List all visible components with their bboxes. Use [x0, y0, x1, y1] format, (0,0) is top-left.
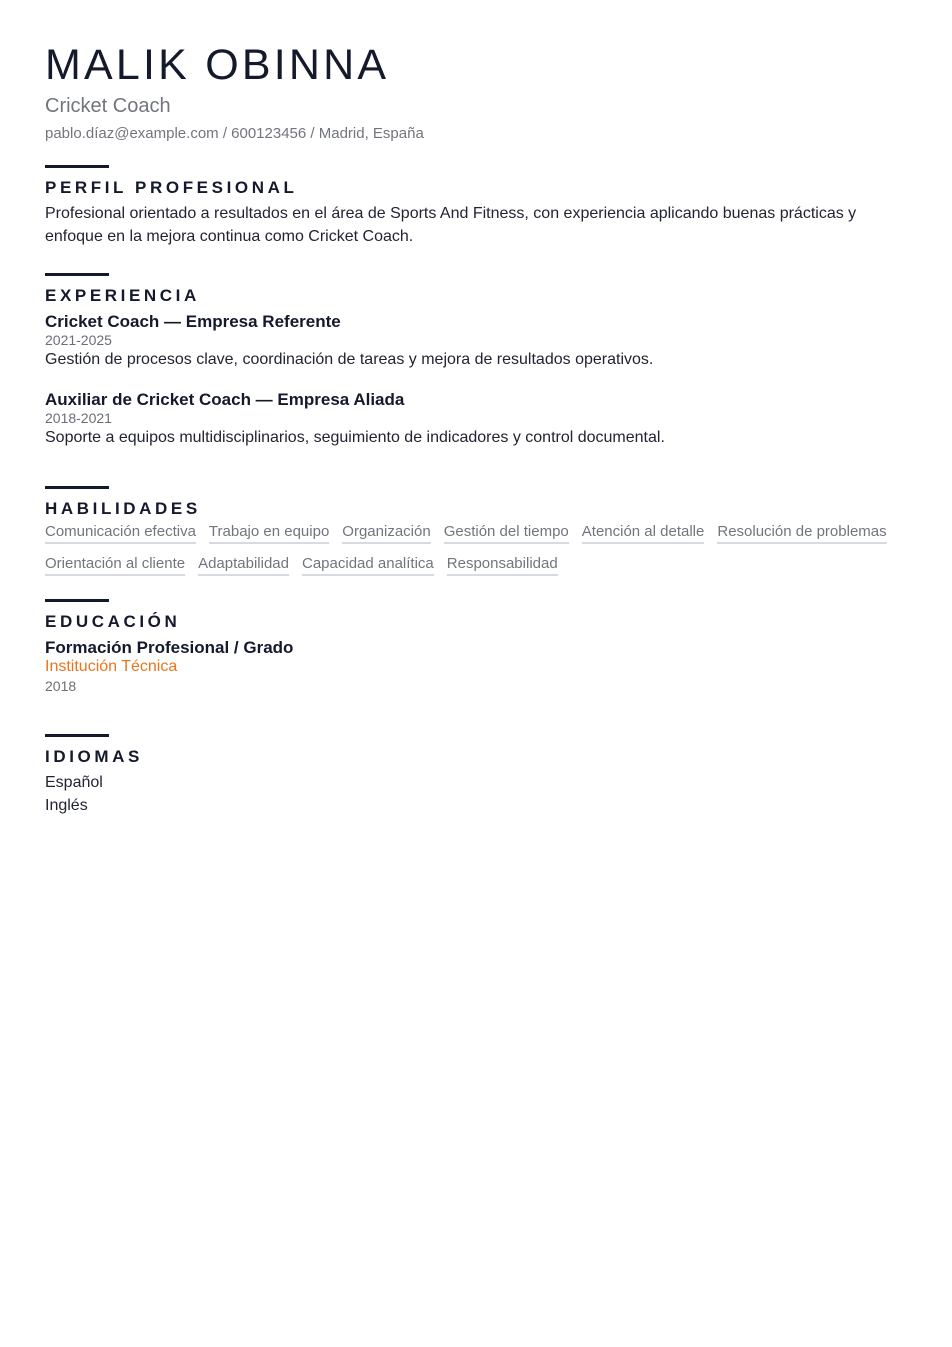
job-title: Cricket Coach — Empresa Referente: [45, 311, 341, 331]
skills-list: [45, 523, 915, 587]
job-entry: [45, 312, 915, 371]
skills-section: [45, 486, 915, 587]
job-title: Auxiliar de Cricket Coach — Empresa Aliada: [45, 389, 405, 409]
skill-tag: Adaptabilidad: [198, 555, 289, 576]
candidate-name: MALIK OBINNA: [45, 41, 390, 89]
education-degree: Formación Profesional / Grado: [45, 637, 294, 657]
candidate-role: Cricket Coach: [45, 95, 171, 117]
job-dates: 2021-2025: [45, 332, 112, 349]
section-divider: [45, 599, 109, 602]
job-description: Gestión de procesos clave, coordinación de tareas y mejora de resultados operativos.: [45, 350, 654, 368]
languages-list: [45, 771, 915, 817]
skill-tag: Resolución de problemas: [717, 523, 886, 544]
education-year: 2018: [45, 677, 77, 694]
skill-tag: Capacidad analítica: [302, 555, 434, 576]
section-divider: [45, 273, 109, 276]
section-divider: [45, 734, 109, 737]
profile-text: Profesional orientado a resultados en el área de Sports And Fitness, con experiencia aplicando buenas prácticas y enfoque en la mejora continua como Cricket Coach.: [45, 204, 857, 245]
section-divider: [45, 165, 109, 168]
language-item: Español: [45, 773, 103, 791]
experience-heading: EXPERIENCIA: [45, 286, 200, 305]
job-description: Soporte a equipos multidisciplinarios, seguimiento de indicadores y control documental.: [45, 428, 665, 446]
skill-tag: Atención al detalle: [582, 523, 705, 544]
section-divider: [45, 486, 109, 489]
skill-tag: Responsabilidad: [447, 555, 558, 576]
skill-tag: Organización: [342, 523, 430, 544]
languages-heading: IDIOMAS: [45, 747, 143, 766]
job-dates: 2018-2021: [45, 410, 112, 427]
education-institution: Institución Técnica: [45, 658, 178, 676]
contact-line: pablo.díaz@example.com / 600123456 / Madrid, España: [45, 125, 424, 142]
job-entry: [45, 390, 915, 449]
skill-tag: Trabajo en equipo: [209, 523, 329, 544]
skills-heading: HABILIDADES: [45, 499, 201, 518]
experience-section: [45, 273, 915, 449]
education-heading: EDUCACIÓN: [45, 612, 181, 631]
language-item: Inglés: [45, 796, 88, 814]
education-section: [45, 599, 915, 694]
skill-tag: Orientación al cliente: [45, 555, 185, 576]
profile-section: [45, 165, 915, 248]
skill-tag: Comunicación efectiva: [45, 523, 196, 544]
languages-section: [45, 734, 915, 817]
profile-heading: PERFIL PROFESIONAL: [45, 178, 298, 197]
skill-tag: Gestión del tiempo: [444, 523, 569, 544]
